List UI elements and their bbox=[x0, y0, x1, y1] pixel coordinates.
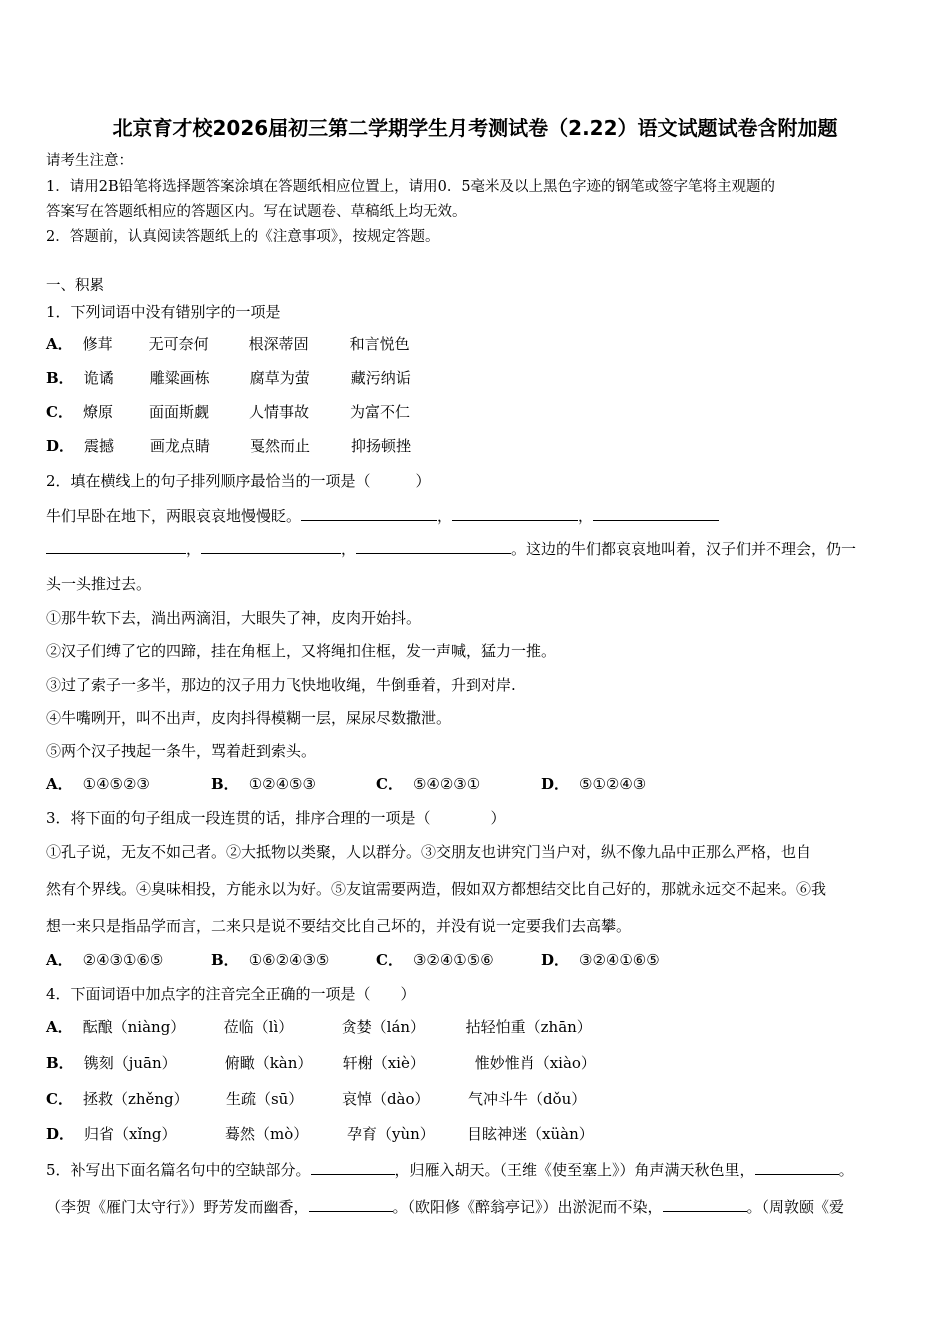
option-item: 蓦然（mò） bbox=[225, 1125, 309, 1143]
option-label: B． bbox=[46, 1054, 74, 1072]
q3-passage-line-1: ①孔子说，无友不如己者。②大抵物以类聚，人以群分。③交朋友也讲究门当户对，纵不像九品中正那么严格，也自 bbox=[46, 843, 812, 861]
q1-option-a[interactable] bbox=[46, 334, 410, 354]
q2-sentence-5: ⑤两个汉子拽起一条牛，骂着赶到索头。 bbox=[46, 742, 317, 760]
question-1-stem: 1．下列词语中没有错别字的一项是 bbox=[46, 303, 281, 321]
fill-blank[interactable] bbox=[301, 506, 437, 521]
passage-text: 。这边的牛们都哀哀地叫着，汉子们并不理会，仍一 bbox=[511, 540, 857, 558]
q4-option-d[interactable] bbox=[46, 1124, 594, 1144]
q2-passage-line-2 bbox=[46, 539, 856, 559]
option-label: C． bbox=[46, 1090, 73, 1108]
notice-line-2: 答案写在答题纸相应的答题区内。写在试题卷、草稿纸上均无效。 bbox=[46, 204, 467, 220]
q4-option-b[interactable] bbox=[46, 1053, 596, 1073]
q2-option-c[interactable] bbox=[376, 774, 541, 794]
option-item: 根深蒂固 bbox=[248, 335, 309, 353]
option-item: 修茸 bbox=[82, 335, 113, 353]
punctuation: ， bbox=[341, 540, 357, 558]
option-label: A． bbox=[46, 951, 73, 969]
option-label: B． bbox=[46, 369, 74, 387]
q1-option-d[interactable] bbox=[46, 436, 411, 456]
option-item: 抑扬顿挫 bbox=[351, 437, 412, 455]
option-label: C． bbox=[46, 403, 73, 421]
option-item: 雕粱画栋 bbox=[149, 369, 210, 387]
q3-option-c[interactable] bbox=[376, 950, 541, 970]
punctuation: ， bbox=[186, 540, 202, 558]
option-item: 镌刻（juān） bbox=[83, 1054, 177, 1072]
q2-passage-line-1 bbox=[46, 506, 719, 526]
option-label: A． bbox=[46, 335, 73, 353]
option-item: 藏污纳诟 bbox=[350, 369, 411, 387]
option-item: 和言悦色 bbox=[349, 335, 410, 353]
passage-text: （李贺《雁门太守行》）野芳发而幽香， bbox=[46, 1198, 309, 1216]
option-text: ②④③①⑥⑤ bbox=[82, 951, 164, 969]
option-item: 为富不仁 bbox=[349, 403, 410, 421]
option-text: ⑤④②③① bbox=[412, 775, 481, 793]
passage-text: ，归雁入胡天。（王维《使至塞上》）角声满天秋色里， bbox=[394, 1161, 755, 1179]
option-label: D． bbox=[541, 951, 570, 969]
section-heading: 一、积累 bbox=[46, 278, 104, 294]
fill-blank[interactable] bbox=[663, 1197, 747, 1212]
q3-option-a[interactable] bbox=[46, 950, 211, 970]
option-item: 画龙点睛 bbox=[150, 437, 211, 455]
q3-option-b[interactable] bbox=[211, 950, 376, 970]
option-item: 轩榭（xiè） bbox=[342, 1054, 425, 1072]
option-label: D． bbox=[46, 1125, 75, 1143]
q1-option-c[interactable] bbox=[46, 402, 410, 422]
option-item: 拈轻怕重（zhān） bbox=[465, 1018, 592, 1036]
fill-blank[interactable] bbox=[311, 1160, 395, 1175]
fill-blank[interactable] bbox=[356, 539, 511, 554]
option-text: ①②④⑤③ bbox=[248, 775, 316, 793]
option-label: A． bbox=[46, 775, 73, 793]
question-5-line-2 bbox=[46, 1197, 844, 1217]
option-text: ③②④①⑤⑥ bbox=[412, 951, 494, 969]
q3-passage-line-2: 然有个界线。④臭味相投，方能永以为好。⑤友谊需要两造，假如双方都想结交比自己好的，那就永远交不起来。⑥我 bbox=[46, 880, 827, 898]
option-label: B． bbox=[211, 951, 239, 969]
option-item: 面面斯觑 bbox=[148, 403, 209, 421]
punctuation: ， bbox=[437, 507, 453, 525]
option-item: 震撼 bbox=[84, 437, 115, 455]
option-item: 孕育（yùn） bbox=[347, 1125, 435, 1143]
option-text: ⑤①②④③ bbox=[579, 775, 647, 793]
option-label: A． bbox=[46, 1018, 73, 1036]
option-item: 拯救（zhěng） bbox=[82, 1090, 189, 1108]
fill-blank[interactable] bbox=[452, 506, 578, 521]
q1-option-b[interactable] bbox=[46, 368, 411, 388]
question-2-stem: 2．填在横线上的句子排列顺序最恰当的一项是（ ） bbox=[46, 472, 431, 490]
option-label: D． bbox=[46, 437, 75, 455]
fill-blank[interactable] bbox=[201, 539, 341, 554]
notice-line-3: 2．答题前，认真阅读答题纸上的《注意事项》，按规定答题。 bbox=[46, 229, 440, 245]
question-5-line-1 bbox=[46, 1160, 854, 1180]
option-item: 腐草为萤 bbox=[249, 369, 310, 387]
fill-blank[interactable] bbox=[755, 1160, 839, 1175]
option-item: 诡谲 bbox=[83, 369, 114, 387]
option-item: 燎原 bbox=[82, 403, 113, 421]
question-5-stem: 5．补写出下面名篇名句中的空缺部分。 bbox=[46, 1161, 311, 1179]
notice-line-1: 1．请用2B铅笔将选择题答案涂填在答题纸相应位置上，请用0．5毫米及以上黑色字迹的钢笔或签字笔将主观题的 bbox=[46, 179, 776, 195]
question-3-stem: 3．将下面的句子组成一段连贯的话，排序合理的一项是（ ） bbox=[46, 809, 506, 827]
fill-blank[interactable] bbox=[309, 1197, 393, 1212]
passage-text: 牛们早卧在地下，两眼哀哀地慢慢眨。 bbox=[46, 507, 302, 525]
q4-option-a[interactable] bbox=[46, 1017, 592, 1037]
option-label: B． bbox=[211, 775, 239, 793]
option-item: 贪婪（lán） bbox=[341, 1018, 426, 1036]
page-title: 北京育才校2026届初三第二学期学生月考测试卷（2.22）语文试题试卷含附加题 bbox=[112, 116, 838, 140]
option-item: 哀悼（dào） bbox=[341, 1090, 430, 1108]
option-text: ③②④①⑥⑤ bbox=[579, 951, 660, 969]
option-item: 归省（xǐng） bbox=[84, 1125, 177, 1143]
option-item: 目眩神迷（xüàn） bbox=[467, 1125, 594, 1143]
q2-options bbox=[46, 774, 646, 794]
passage-text: 。（欧阳修《醉翁亭记》）出淤泥而不染， bbox=[392, 1198, 663, 1216]
option-text: ①④⑤②③ bbox=[82, 775, 150, 793]
q3-passage-line-3: 想一来只是指品学而言，二来只是说不要结交比自己坏的，并没有说一定要我们去高攀。 bbox=[46, 917, 632, 935]
option-item: 无可奈何 bbox=[148, 335, 209, 353]
option-item: 酝酿（niàng） bbox=[82, 1018, 186, 1036]
passage-text: 。（周敦颐《爱 bbox=[746, 1198, 845, 1216]
q2-option-d[interactable] bbox=[541, 774, 646, 794]
option-item: 气冲斗牛（dǒu） bbox=[467, 1090, 587, 1108]
option-item: 戛然而止 bbox=[250, 437, 311, 455]
option-item: 生疏（sū） bbox=[225, 1090, 304, 1108]
q2-sentence-2: ②汉子们缚了它的四蹄，挂在角框上，又将绳扣住框，发一声喊，猛力一推。 bbox=[46, 642, 557, 660]
q2-option-b[interactable] bbox=[211, 774, 376, 794]
q3-option-d[interactable] bbox=[541, 950, 660, 970]
punctuation: ， bbox=[578, 507, 594, 525]
question-4-stem: 4．下面词语中加点字的注音完全正确的一项是（ ） bbox=[46, 985, 416, 1003]
option-label: C． bbox=[376, 775, 403, 793]
fill-blank[interactable] bbox=[46, 539, 186, 554]
option-item: 莅临（lì） bbox=[223, 1018, 294, 1036]
fill-blank[interactable] bbox=[593, 506, 719, 521]
q2-option-a[interactable] bbox=[46, 774, 211, 794]
q2-sentence-3: ③过了索子一多半，那边的汉子用力飞快地收绳，牛倒垂着，升到对岸. bbox=[46, 676, 516, 694]
q4-option-c[interactable] bbox=[46, 1089, 586, 1109]
q2-sentence-4: ④牛嘴咧开，叫不出声，皮肉抖得模糊一层，屎尿尽数撒泄。 bbox=[46, 709, 452, 727]
option-label: C． bbox=[376, 951, 403, 969]
punctuation: 。 bbox=[838, 1161, 854, 1179]
option-item: 俯瞰（kàn） bbox=[224, 1054, 313, 1072]
option-item: 惟妙惟肖（xiào） bbox=[474, 1054, 596, 1072]
q2-sentence-1: ①那牛软下去，淌出两滴泪，大眼失了神，皮肉开始抖。 bbox=[46, 609, 422, 627]
q3-options bbox=[46, 950, 660, 970]
option-text: ①⑥②④③⑤ bbox=[248, 951, 330, 969]
q2-passage-line-3: 头一头推过去。 bbox=[46, 575, 152, 593]
notice-heading: 请考生注意： bbox=[46, 153, 133, 169]
option-label: D． bbox=[541, 775, 570, 793]
option-item: 人情事故 bbox=[248, 403, 309, 421]
